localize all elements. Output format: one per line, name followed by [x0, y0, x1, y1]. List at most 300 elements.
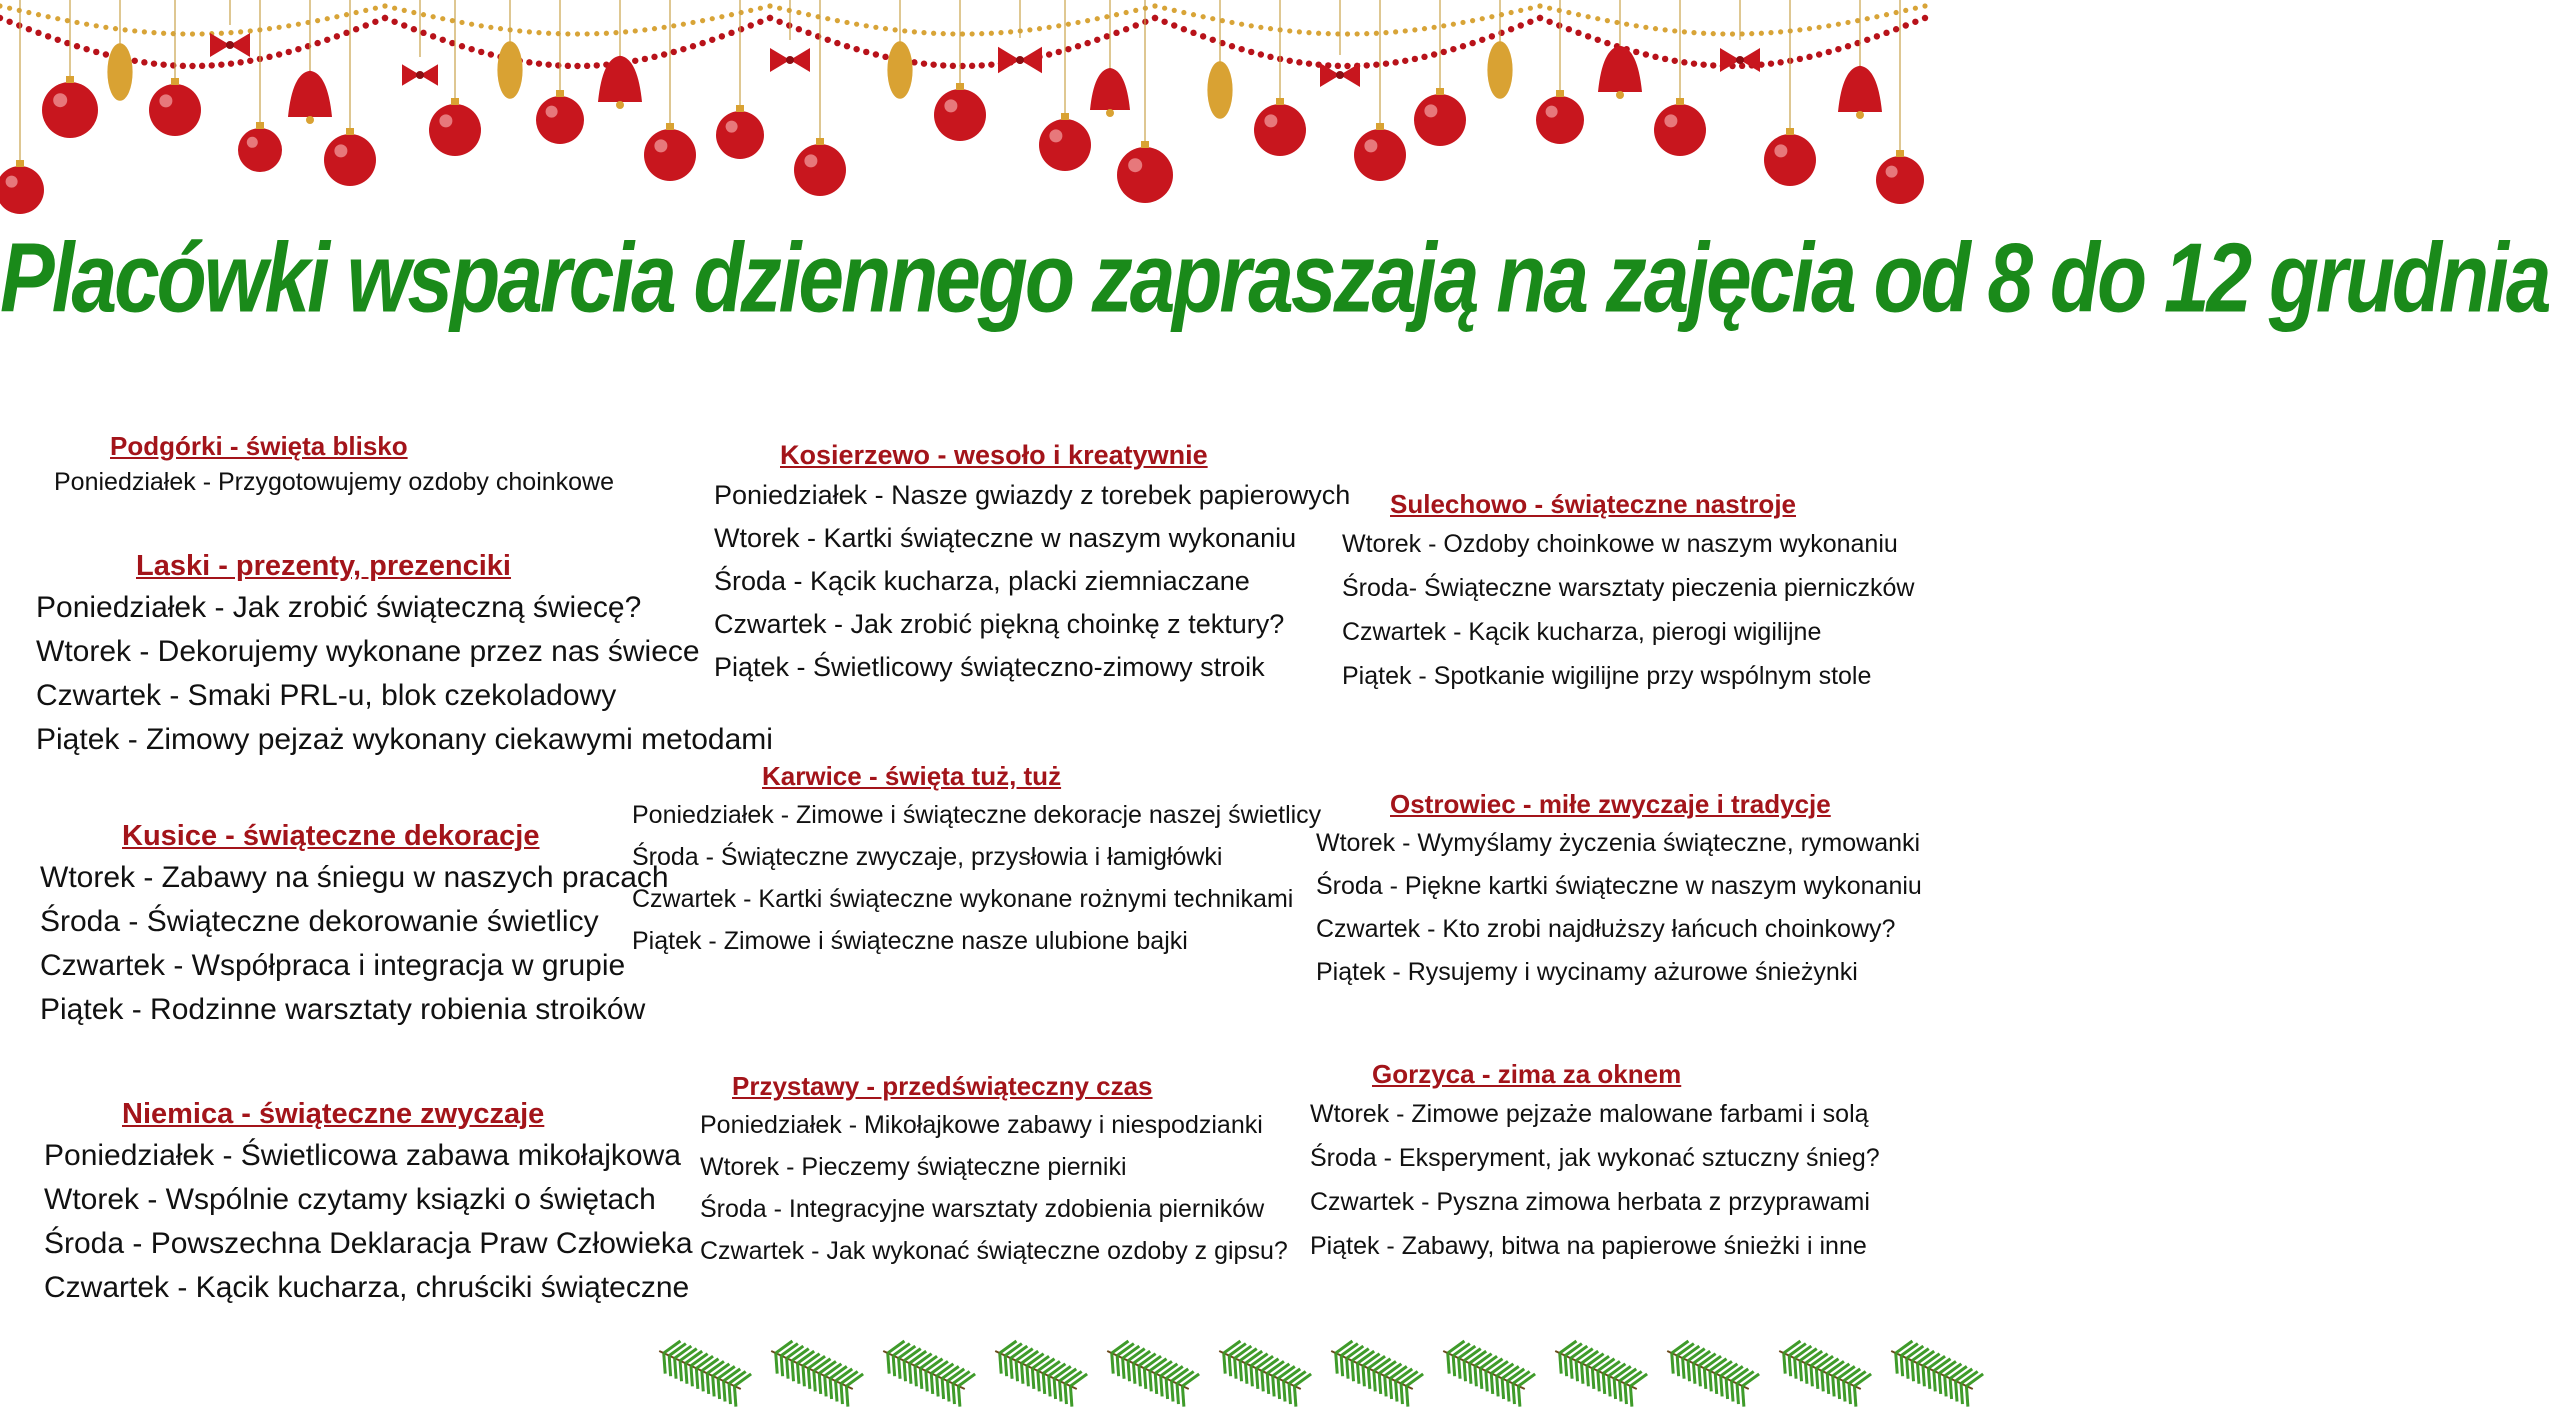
ornament-ball: [42, 82, 98, 138]
fir-branch: [1436, 1335, 1536, 1407]
bead: [103, 25, 108, 30]
bead: [1210, 16, 1215, 21]
bead: [1432, 25, 1437, 30]
ornament-shine: [1364, 139, 1377, 152]
bead: [1518, 22, 1524, 28]
bead: [74, 20, 79, 25]
ornament-shine: [726, 121, 738, 133]
fir-branches-decoration: [0, 1320, 1920, 1420]
bead: [1835, 46, 1841, 52]
schedule-line: Wtorek - Kartki świąteczne w naszym wykonaniu: [714, 523, 1297, 553]
bead: [1114, 12, 1119, 17]
bead: [219, 31, 224, 36]
bead: [1075, 20, 1080, 25]
schedule-line: Wtorek - Ozdoby choinkowe w naszym wykonaniu: [1342, 530, 1898, 558]
ornament-cap: [556, 90, 564, 97]
ornament-cap: [1276, 98, 1284, 105]
bead: [1431, 51, 1437, 57]
bead: [7, 6, 12, 11]
bead: [690, 20, 695, 25]
bead: [1749, 31, 1754, 36]
bead: [1903, 8, 1908, 13]
bead: [1480, 16, 1485, 21]
section-heading: Przystawy - przedświąteczny czas: [732, 1071, 1153, 1101]
ornament-cap: [1061, 113, 1069, 120]
bead: [276, 51, 282, 57]
bead: [853, 46, 859, 52]
section-kosierzewo: [714, 436, 1350, 689]
ornament-cap: [1786, 128, 1794, 135]
bead: [1778, 29, 1783, 34]
schedule-line: Piątek - Rysujemy i wycinamy ażurowe śnieżynki: [1316, 958, 1858, 986]
ornament-shine: [1128, 158, 1142, 172]
bead: [1094, 37, 1100, 43]
bead: [969, 63, 975, 69]
bead: [372, 19, 378, 25]
bead: [1258, 51, 1264, 57]
bead: [1161, 19, 1167, 25]
bead: [1460, 43, 1466, 49]
bead: [1344, 63, 1350, 69]
ornament-bow-knot: [226, 41, 234, 49]
bead: [1604, 40, 1610, 46]
fir-branch: [1212, 1335, 1312, 1407]
fir-branch: [1772, 1335, 1872, 1407]
bead: [1797, 27, 1802, 32]
ornament-cap: [816, 138, 824, 145]
ornament-bell: [1838, 66, 1882, 112]
bead: [1557, 8, 1562, 13]
bead: [979, 31, 984, 36]
section-przystawy: [700, 1068, 1288, 1272]
bead: [1595, 37, 1601, 43]
bead: [421, 12, 426, 17]
bead: [83, 46, 89, 52]
ornament-pinecone: [1487, 41, 1512, 99]
bead: [575, 31, 580, 36]
bead: [671, 23, 676, 28]
schedule-line: Wtorek - Zabawy na śniegu w naszych pracach: [40, 861, 669, 894]
bead: [700, 18, 705, 23]
page-title: Placówki wsparcia dziennego zapraszają na zajęcia od 8 do 12 grudnia: [0, 224, 2549, 334]
bead: [286, 49, 292, 55]
bead: [479, 23, 484, 28]
fir-branch: [1884, 1335, 1984, 1407]
bead: [26, 26, 32, 32]
bead: [74, 43, 80, 49]
bead: [527, 29, 532, 34]
bead: [1287, 58, 1293, 64]
ornament-shine: [1264, 114, 1277, 127]
ornament-shine: [6, 176, 18, 188]
bead: [411, 26, 417, 32]
section-podgorki: [54, 428, 615, 500]
bead: [401, 22, 407, 28]
bead: [1412, 56, 1418, 62]
ornament-ball: [1039, 119, 1091, 171]
bead: [863, 49, 869, 55]
bead: [1865, 16, 1870, 21]
bead: [1912, 19, 1918, 25]
ornament-bow-knot: [1736, 56, 1744, 64]
bead: [468, 46, 474, 52]
bead: [132, 28, 137, 33]
bead: [344, 12, 349, 17]
bead: [1528, 6, 1533, 11]
bead: [988, 61, 994, 67]
ornament-shine: [1664, 114, 1677, 127]
bead: [1806, 54, 1812, 60]
ornament-pinecone: [107, 43, 132, 101]
section-heading: Sulechowo - świąteczne nastroje: [1390, 489, 1796, 519]
section-niemica: [44, 1094, 693, 1310]
bead: [776, 19, 782, 25]
bead: [1470, 18, 1475, 23]
bead: [1373, 61, 1379, 67]
bead: [132, 58, 138, 64]
bead: [142, 29, 147, 34]
bead: [1566, 10, 1571, 15]
bead: [1643, 25, 1648, 30]
bead: [1056, 23, 1061, 28]
bead: [536, 30, 541, 35]
bead: [26, 10, 31, 15]
bead: [1874, 14, 1879, 19]
bead: [94, 23, 99, 28]
bead: [1913, 6, 1918, 11]
bead: [1460, 20, 1465, 25]
bead: [199, 63, 205, 69]
ornament-cap: [1376, 123, 1384, 130]
bead: [536, 60, 542, 66]
bead: [1817, 25, 1822, 30]
bead: [989, 31, 994, 36]
bead: [1566, 26, 1572, 32]
schedule-line: Poniedziałek - Świetlicowa zabawa mikołajkowa: [44, 1139, 681, 1172]
bead: [1643, 51, 1649, 57]
bead: [1586, 14, 1591, 19]
bead: [1585, 33, 1591, 39]
bead: [1229, 43, 1235, 49]
bead: [1691, 30, 1696, 35]
bead: [1210, 37, 1216, 43]
bead: [334, 14, 339, 19]
ornament-ball: [1414, 94, 1466, 146]
bead: [1008, 29, 1013, 34]
bead: [1422, 26, 1427, 31]
bead: [469, 22, 474, 27]
bead: [1152, 3, 1157, 8]
bead: [1768, 30, 1773, 35]
bead: [940, 62, 946, 68]
schedule-line: Piątek - Spotkanie wigilijne przy wspólnym stole: [1342, 662, 1872, 690]
schedule-line: Czwartek - Pyszna zimowa herbata z przyprawami: [1310, 1188, 1870, 1216]
bead: [921, 30, 926, 35]
bead: [777, 6, 782, 11]
bead: [1518, 8, 1523, 13]
bead: [1403, 28, 1408, 33]
schedule-line: Piątek - Rodzinne warsztaty robienia stroików: [40, 993, 646, 1026]
schedule-line: Wtorek - Zimowe pejzaże malowane farbami i solą: [1310, 1100, 1869, 1128]
ornament-cap: [1141, 141, 1149, 148]
ornament-cap: [1676, 98, 1684, 105]
bead: [825, 16, 830, 21]
bead: [1075, 43, 1081, 49]
section-heading: Laski - prezenty, prezenciki: [136, 550, 511, 582]
bead: [1267, 54, 1273, 60]
schedule-line: Środa - Eksperyment, jak wykonać sztuczny śnieg?: [1310, 1144, 1880, 1172]
bead: [16, 22, 22, 28]
schedule-line: Środa - Świąteczne dekorowanie świetlicy: [40, 905, 599, 938]
bead: [1546, 19, 1552, 25]
ornament-shine: [944, 99, 957, 112]
bead: [960, 31, 965, 36]
ornament-bow-knot: [1336, 71, 1344, 79]
bead: [17, 8, 22, 13]
bead: [1412, 27, 1417, 32]
bead: [1469, 40, 1475, 46]
bead: [35, 30, 41, 36]
bead: [363, 22, 369, 28]
bead: [6, 19, 12, 25]
bead: [1720, 31, 1725, 36]
bead: [526, 59, 532, 65]
bead: [478, 49, 484, 55]
bead: [354, 10, 359, 15]
bead: [55, 16, 60, 21]
ornament-bell: [1090, 68, 1130, 110]
christmas-garland-decoration: [0, 0, 1920, 230]
bead: [238, 29, 243, 34]
bead: [633, 28, 638, 33]
bead: [1249, 23, 1254, 28]
schedule-line: Środa - Piękne kartki świąteczne w naszym wykonaniu: [1316, 872, 1922, 900]
schedule-line: Środa- Świąteczne warsztaty pieczenia pierniczków: [1342, 574, 1915, 602]
bead: [767, 3, 772, 8]
fir-branch: [764, 1335, 864, 1407]
bead: [218, 61, 224, 67]
bead: [854, 22, 859, 27]
bead: [1768, 60, 1774, 66]
bead: [604, 31, 609, 36]
ornament-cap: [736, 105, 744, 112]
bead: [93, 49, 99, 55]
bead: [151, 30, 156, 35]
bead: [594, 31, 599, 36]
ornament-pinecone: [497, 41, 522, 99]
bead: [1152, 15, 1158, 21]
bead: [1864, 37, 1870, 43]
bead: [1711, 31, 1716, 36]
bead: [662, 25, 667, 30]
bead: [767, 15, 773, 21]
bead: [266, 54, 272, 60]
bead: [574, 63, 580, 69]
bead: [1355, 31, 1360, 36]
bead: [228, 60, 234, 66]
bead: [1614, 20, 1619, 25]
bead: [1296, 59, 1302, 65]
bead: [1634, 23, 1639, 28]
bead: [488, 25, 493, 30]
ornament-cap: [346, 128, 354, 135]
bead: [565, 31, 570, 36]
ornament-cap: [1556, 90, 1564, 97]
bead: [738, 26, 744, 32]
bead: [710, 16, 715, 21]
section-heading: Podgórki - święta blisko: [110, 431, 408, 461]
ornament-shine: [334, 144, 347, 157]
bead: [834, 40, 840, 46]
bead: [1037, 26, 1042, 31]
bead: [363, 8, 368, 13]
bead: [1095, 16, 1100, 21]
bead: [998, 30, 1003, 35]
bead: [1047, 25, 1052, 30]
bead: [1527, 19, 1533, 25]
bead: [1662, 56, 1668, 62]
schedule-line: Wtorek - Pieczemy świąteczne pierniki: [700, 1153, 1127, 1181]
bead: [748, 22, 754, 28]
bead: [1836, 22, 1841, 27]
ornament-cap: [1436, 88, 1444, 95]
bead: [123, 27, 128, 32]
bead: [902, 28, 907, 33]
bead: [103, 51, 109, 57]
schedule-line: Wtorek - Wymyślamy życzenia świąteczne, rymowanki: [1316, 829, 1921, 857]
ornament-cap: [1896, 150, 1904, 157]
bead: [113, 26, 118, 31]
bead: [1345, 31, 1350, 36]
fir-branch: [1660, 1335, 1760, 1407]
bead: [921, 60, 927, 66]
schedule-line: Czwartek - Kącik kucharza, chruściki świąteczne: [44, 1271, 690, 1304]
bead: [545, 61, 551, 67]
bead: [36, 12, 41, 17]
bead: [1653, 26, 1658, 31]
schedule-line: Poniedziałek - Mikołajkowe zabawy i niespodzianki: [700, 1111, 1263, 1139]
bead: [1701, 31, 1706, 36]
schedule-line: Poniedziałek - Jak zrobić świąteczną świecę?: [36, 591, 642, 624]
bead: [1172, 8, 1177, 13]
bead: [1104, 14, 1109, 19]
schedule-line: Piątek - Zimowe i świąteczne nasze ulubione bajki: [632, 927, 1188, 955]
section-heading: Karwice - święta tuż, tuż: [762, 761, 1062, 791]
bead: [0, 3, 3, 8]
bead: [1547, 6, 1552, 11]
bead: [805, 30, 811, 36]
ornament-cap: [256, 122, 264, 129]
ornament-ball: [536, 96, 584, 144]
ornament-pinecone: [1207, 61, 1232, 119]
fir-branch: [652, 1335, 752, 1407]
bead: [1893, 26, 1899, 32]
bead: [1066, 22, 1071, 27]
ornament-cap: [171, 78, 179, 85]
bead: [1104, 33, 1110, 39]
bead: [950, 31, 955, 36]
section-heading: Kusice - świąteczne dekoracje: [122, 820, 540, 852]
fir-branch: [1324, 1335, 1424, 1407]
bead: [651, 54, 657, 60]
bead: [45, 33, 51, 39]
bead: [728, 30, 734, 36]
bead: [1421, 54, 1427, 60]
ornament-ball: [149, 84, 201, 136]
bead: [594, 62, 600, 68]
bead: [392, 6, 397, 11]
ornament-shine: [247, 137, 258, 148]
ornament-shine: [159, 94, 172, 107]
bead: [411, 10, 416, 15]
bead: [1759, 31, 1764, 36]
bead: [1297, 29, 1302, 34]
bead: [652, 26, 657, 31]
schedule-line: Poniedziałek - Przygotowujemy ozdoby choinkowe: [54, 468, 615, 496]
bead: [1258, 25, 1263, 30]
schedule-line: Czwartek - Kartki świąteczne wykonane rożnymi technikami: [632, 885, 1294, 913]
fir-branch: [1100, 1335, 1200, 1407]
bead: [65, 18, 70, 23]
ornament-shine: [654, 139, 667, 152]
bead: [873, 51, 879, 57]
bead: [584, 63, 590, 69]
bead: [237, 59, 243, 65]
bead: [382, 3, 387, 8]
bead: [1624, 22, 1629, 27]
ornament-cap: [666, 123, 674, 130]
bead: [1450, 46, 1456, 52]
bead: [450, 18, 455, 23]
section-heading: Gorzyca - zima za oknem: [1372, 1059, 1682, 1089]
schedule-line: Środa - Powszechna Deklaracja Praw Człowieka: [44, 1227, 693, 1260]
ornament-bow-knot: [416, 71, 424, 79]
bead: [141, 59, 147, 65]
ornament-cap: [66, 76, 74, 83]
ornament-ball: [324, 134, 376, 186]
bead: [1201, 14, 1206, 19]
bead: [1383, 30, 1388, 35]
bead: [1700, 61, 1706, 67]
bead: [1085, 18, 1090, 23]
bead: [1316, 31, 1321, 36]
bead: [55, 37, 61, 43]
ornament-shine: [1546, 106, 1558, 118]
ornament-shine: [1886, 166, 1898, 178]
bead: [420, 30, 426, 36]
bead: [189, 63, 195, 69]
bead: [1451, 22, 1456, 27]
bead: [1845, 20, 1850, 25]
bead: [1479, 37, 1485, 43]
ornament-ball: [1536, 96, 1584, 144]
bead: [719, 14, 724, 19]
bead: [613, 30, 618, 35]
ornament-ball: [934, 89, 986, 141]
ornament-bow-knot: [786, 56, 794, 64]
bead: [1537, 3, 1542, 8]
bead: [796, 26, 802, 32]
bead: [1056, 49, 1062, 55]
bead: [1084, 40, 1090, 46]
bead: [209, 62, 215, 68]
schedule-line: Wtorek - Wspólnie czytamy ksiązki o świętach: [44, 1183, 656, 1216]
bead: [671, 49, 677, 55]
bead: [748, 8, 753, 13]
bead: [786, 22, 792, 28]
section-heading: Niemica - świąteczne zwyczaje: [122, 1098, 545, 1130]
fir-branch: [1548, 1335, 1648, 1407]
